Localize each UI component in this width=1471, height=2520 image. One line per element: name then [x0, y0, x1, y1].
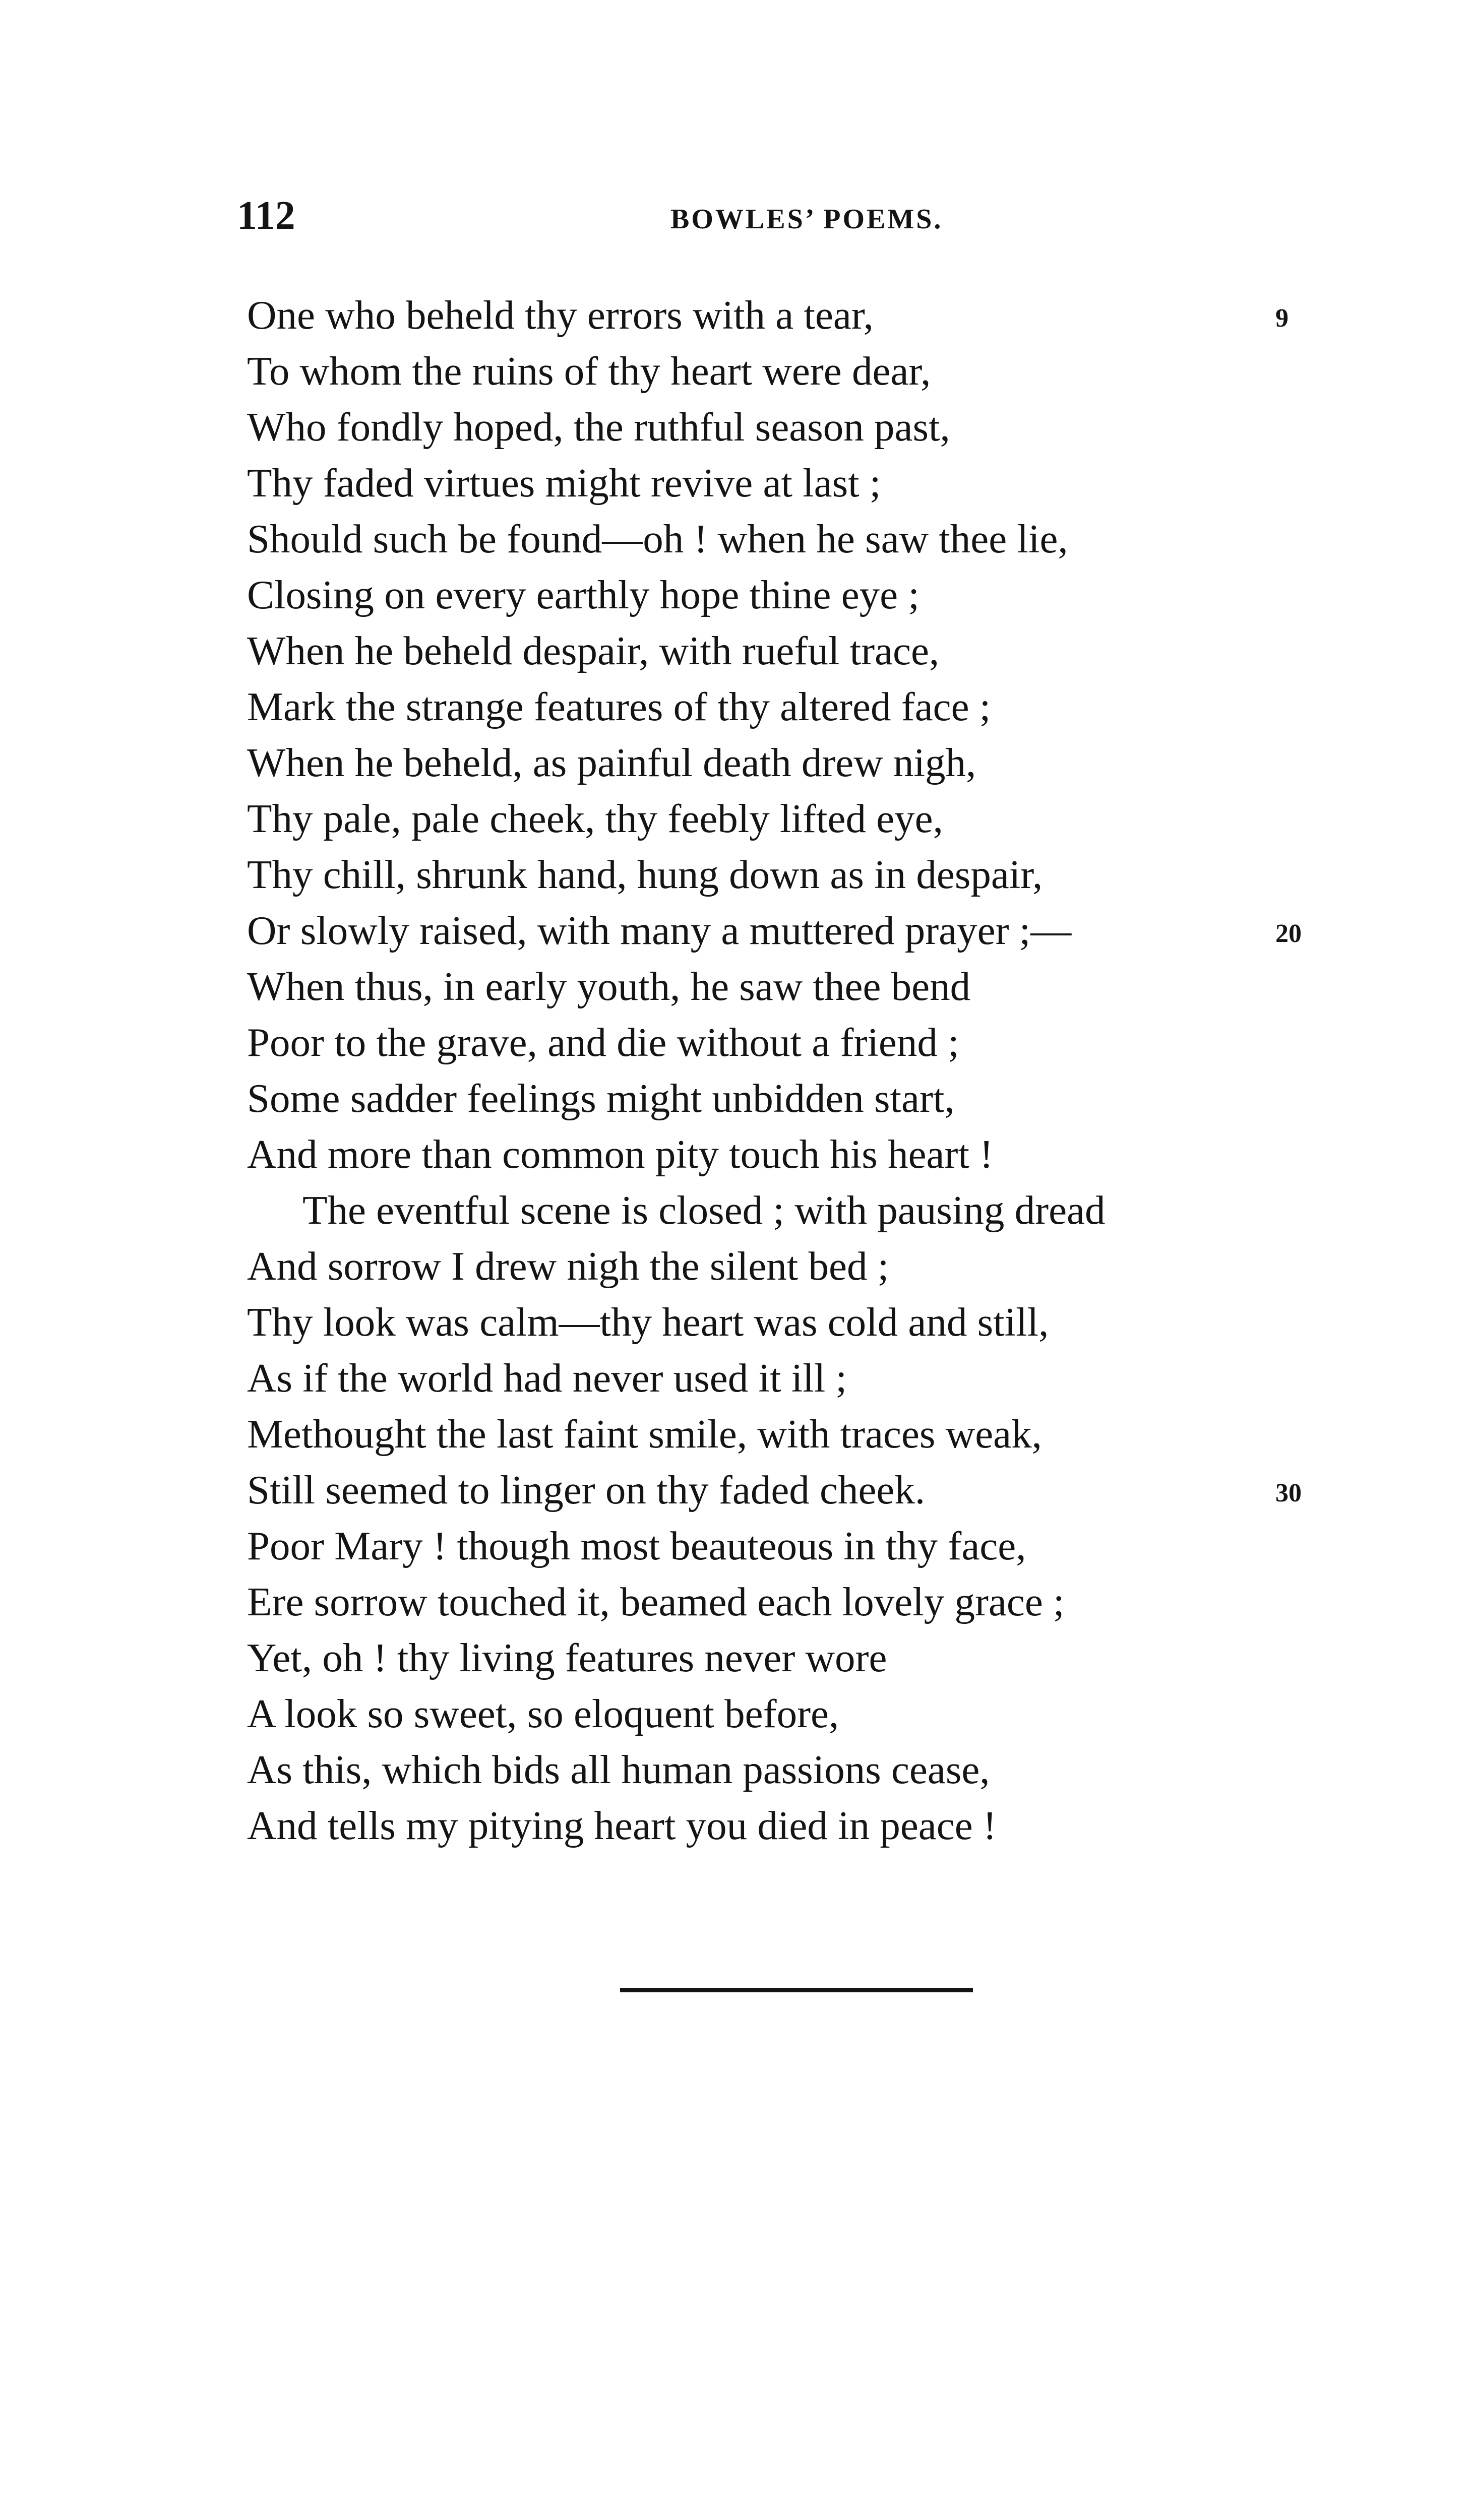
poem-line-text: Thy pale, pale cheek, thy feebly lifted eye, — [247, 796, 943, 841]
poem-line — [247, 1574, 1356, 1630]
poem-line-text: A look so sweet, so eloquent before, — [247, 1691, 839, 1736]
line-number: 30 — [1275, 1479, 1302, 1507]
poem-line-text: The eventful scene is closed ; with pausing dread — [302, 1187, 1106, 1233]
poem-line — [247, 1182, 1356, 1238]
poem-line — [247, 455, 1356, 511]
poem-line — [247, 1742, 1356, 1798]
poem-line — [247, 1238, 1356, 1294]
poem-line-text: As if the world had never used it ill ; — [247, 1355, 847, 1401]
poem-line — [247, 1518, 1356, 1574]
line-number: 20 — [1275, 919, 1302, 948]
poem-line — [247, 1798, 1356, 1854]
poem-line — [247, 679, 1356, 735]
poem-line-text: And more than common pity touch his heart ! — [247, 1131, 994, 1177]
poem-line — [247, 1015, 1356, 1070]
poem-line — [247, 1350, 1356, 1406]
poem-line — [247, 567, 1356, 623]
poem-line — [247, 1406, 1356, 1462]
poem-line-text: When he beheld, as painful death drew nigh, — [247, 740, 976, 785]
poem-line-text: Who fondly hoped, the ruthful season past, — [247, 404, 950, 450]
poem-line-text: Ere sorrow touched it, beamed each lovely grace ; — [247, 1579, 1065, 1624]
poem-line — [247, 343, 1356, 399]
poem-line-text: Closing on every earthly hope thine eye ; — [247, 572, 920, 617]
poem-line — [247, 399, 1356, 455]
poem-line-text: Mark the strange features of thy altered face ; — [247, 684, 991, 729]
poem-line-text: When he beheld despair, with rueful trace, — [247, 628, 940, 673]
poem-line-text: Methought the last faint smile, with traces weak, — [247, 1411, 1042, 1457]
poem-line-text: Still seemed to linger on thy faded cheek. — [247, 1467, 926, 1513]
poem-line — [247, 1126, 1356, 1182]
poem-line-text: Should such be found—oh ! when he saw thee lie, — [247, 516, 1068, 561]
poem-line — [247, 287, 1356, 343]
poem-line-text: To whom the ruins of thy heart were dear, — [247, 348, 931, 394]
poem-line — [247, 1630, 1356, 1686]
poem-line-text: Poor Mary ! though most beauteous in thy face, — [247, 1523, 1026, 1568]
poem-line — [247, 735, 1356, 791]
poem-line-text: And sorrow I drew nigh the silent bed ; — [247, 1243, 889, 1289]
poem-line-text: Some sadder feelings might unbidden start, — [247, 1076, 955, 1121]
poem-line-text: One who beheld thy errors with a tear, — [247, 292, 874, 338]
poem-line — [247, 791, 1356, 847]
poem-line — [247, 903, 1356, 959]
poem-line-text: Poor to the grave, and die without a friend ; — [247, 1020, 959, 1065]
poem-text — [247, 287, 1356, 1854]
poem-line — [247, 959, 1356, 1015]
poem-line — [247, 1462, 1356, 1518]
poem-line-text: Or slowly raised, with many a muttered prayer ;— — [247, 908, 1072, 953]
poem-line — [247, 623, 1356, 679]
poem-line-text: When thus, in early youth, he saw thee bend — [247, 964, 971, 1009]
section-divider-rule — [620, 1988, 973, 1992]
poem-line-text: And tells my pitying heart you died in peace ! — [247, 1803, 997, 1848]
page-number: 112 — [237, 194, 295, 238]
poem-line-text: Yet, oh ! thy living features never wore — [247, 1635, 887, 1680]
poem-line — [247, 847, 1356, 903]
poem-line-text: Thy faded virtues might revive at last ; — [247, 460, 881, 506]
poem-line — [247, 1070, 1356, 1126]
poem-line — [247, 1294, 1356, 1350]
running-title: BOWLES’ POEMS. — [670, 204, 943, 235]
poem-line-text: Thy chill, shrunk hand, hung down as in despair, — [247, 852, 1043, 897]
poem-line — [247, 511, 1356, 567]
poem-line-text: As this, which bids all human passions cease, — [247, 1747, 990, 1792]
poem-line-text: Thy look was calm—thy heart was cold and still, — [247, 1299, 1049, 1345]
poem-line — [247, 1686, 1356, 1742]
line-number: 9 — [1275, 304, 1289, 333]
